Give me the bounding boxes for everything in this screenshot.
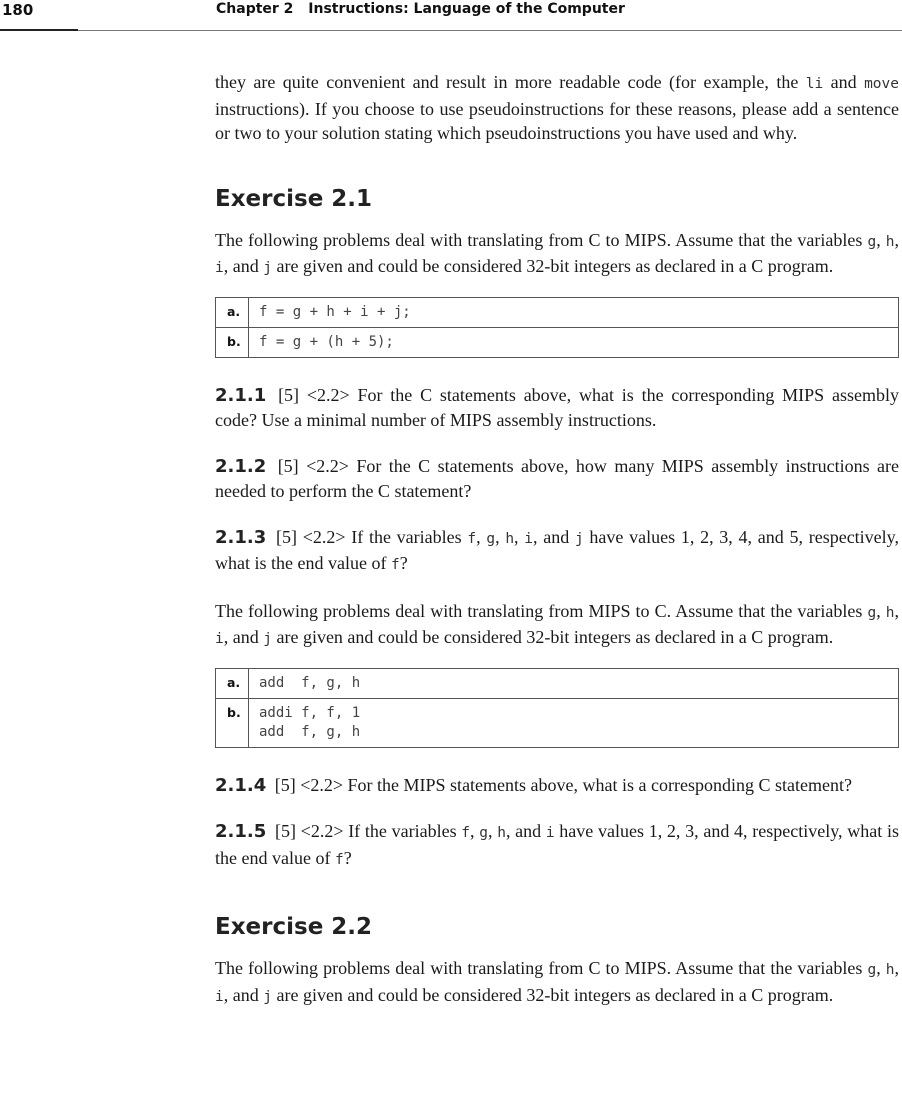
problem-text: [5] <2.2> If the variables (274, 821, 462, 841)
mips-statement: addi f, f, 1 add f, g, h (249, 698, 899, 747)
sep: , (495, 526, 506, 547)
var-f: f (467, 530, 477, 547)
sep: , (487, 821, 498, 841)
sep: , (876, 229, 886, 250)
sep: , (894, 600, 900, 621)
problem-number: 2.1.5 (215, 821, 267, 842)
row-label: b. (216, 698, 249, 747)
problem-text: have values 1, 2, 3, and 4, respectively, what is the end value of (215, 821, 899, 868)
problem-number: 2.1.4 (215, 774, 267, 796)
problem-number: 2.1.2 (215, 455, 267, 477)
var-g: g (867, 962, 877, 978)
running-header (0, 0, 902, 34)
desc-text: are given and could be considered 32-bit integers as declared in a C program. (271, 984, 834, 1005)
var-i: i (215, 988, 224, 1005)
sep: , (476, 526, 487, 547)
problem-text: [5] <2.2> If the variables (275, 526, 468, 547)
sep: , (514, 526, 525, 547)
intro-paragraph (215, 70, 899, 146)
problem-2-1-4 (215, 773, 899, 799)
code-li: li (805, 76, 824, 92)
c-statement: f = g + (h + 5); (249, 327, 899, 357)
desc-text: The following problems deal with translating from MIPS to C. Assume that the variables (215, 600, 868, 621)
var-f: f (461, 825, 471, 841)
sep: , (876, 600, 886, 621)
header-rule-thin (78, 30, 902, 31)
var-j: j (263, 988, 272, 1005)
sep: , (470, 821, 480, 841)
problem-text: [5] <2.2> For the C statements above, how many MIPS assembly instructions are needed to perform the C statement? (215, 455, 900, 501)
exercise-2-1-heading: Exercise 2.1 (215, 185, 373, 212)
var-i: i (524, 530, 534, 547)
sep: , and (505, 821, 546, 841)
var-g: g (867, 233, 877, 250)
var-g: g (486, 530, 496, 547)
desc-text: are given and could be considered 32-bit integers as declared in a C program. (271, 256, 834, 276)
var-j: j (263, 631, 272, 647)
problem-text: ? (343, 847, 352, 868)
table-row (216, 297, 899, 327)
desc-text: The following problems deal with translating from C to MIPS. Assume that the variables (215, 958, 868, 978)
c-statement: f = g + h + i + j; (249, 297, 899, 327)
problem-number: 2.1.1 (215, 384, 267, 406)
var-i: i (545, 825, 555, 841)
row-label: a. (216, 297, 249, 327)
problem-2-1-3 (215, 525, 899, 578)
sep: , and (223, 984, 264, 1005)
problem-text: [5] <2.2> For the C statements above, what is the corresponding MIPS assembly code? Use a minimal number of MIPS assembly instructions. (215, 384, 899, 430)
var-i: i (215, 631, 224, 647)
var-h: h (497, 825, 506, 841)
problem-text: [5] <2.2> For the MIPS statements above, what is a corresponding C statement? (274, 774, 852, 795)
var-h: h (885, 962, 895, 978)
exercise-2-2-description (215, 956, 899, 1009)
table-row (216, 668, 899, 698)
sep: , (894, 229, 900, 250)
desc-text: are given and could be considered 32-bit integers as declared in a C program. (271, 627, 834, 647)
exercise-2-2-heading: Exercise 2.2 (215, 914, 373, 940)
sep: , and (223, 627, 264, 647)
sep: , and (223, 256, 264, 276)
sep: , and (533, 526, 575, 547)
problem-2-1-1 (215, 383, 899, 433)
sep: , (894, 958, 900, 978)
mips-statements-table (215, 668, 899, 748)
mips-to-c-description (215, 599, 899, 652)
header-rule-thick (0, 29, 78, 31)
code-move: move (864, 76, 899, 92)
table-row (216, 327, 899, 357)
var-i: i (215, 260, 224, 276)
intro-text-1: they are quite convenient and result in more readable code (for example, the (215, 72, 806, 92)
var-f: f (390, 557, 400, 573)
chapter-title: Instructions: Language of the Computer (308, 1, 625, 17)
table-row (216, 698, 899, 747)
c-statements-table (215, 297, 899, 358)
problem-2-1-2 (215, 454, 899, 504)
var-j: j (574, 530, 584, 547)
var-g: g (479, 825, 488, 841)
problem-text: ? (399, 553, 408, 573)
problem-2-1-5 (215, 819, 899, 872)
page-content (215, 70, 899, 1025)
exercise-2-1-description (215, 228, 899, 281)
var-j: j (263, 260, 272, 276)
problem-number: 2.1.3 (215, 526, 267, 548)
var-g: g (867, 604, 877, 621)
row-label: b. (216, 327, 249, 357)
intro-text-3: instructions). If you choose to use pseudoinstructions for these reasons, please add a sentence or two to your solution stating which pseudoinstructions you have used and why. (215, 98, 899, 143)
chapter-label: Chapter 2 (216, 1, 294, 17)
problem-text: have values 1, 2, 3, 4, and 5, respectively, what is the end value of (215, 526, 900, 573)
var-h: h (885, 604, 895, 621)
sep: , (876, 958, 886, 978)
var-h: h (505, 530, 515, 547)
row-label: a. (216, 668, 249, 698)
intro-text-2: and (823, 72, 865, 92)
mips-statement: add f, g, h (249, 668, 899, 698)
page-number: 180 (2, 1, 34, 19)
desc-text: The following problems deal with translating from C to MIPS. Assume that the variables (215, 229, 868, 250)
running-head (216, 1, 625, 17)
var-h: h (885, 233, 895, 250)
var-f: f (334, 851, 344, 868)
